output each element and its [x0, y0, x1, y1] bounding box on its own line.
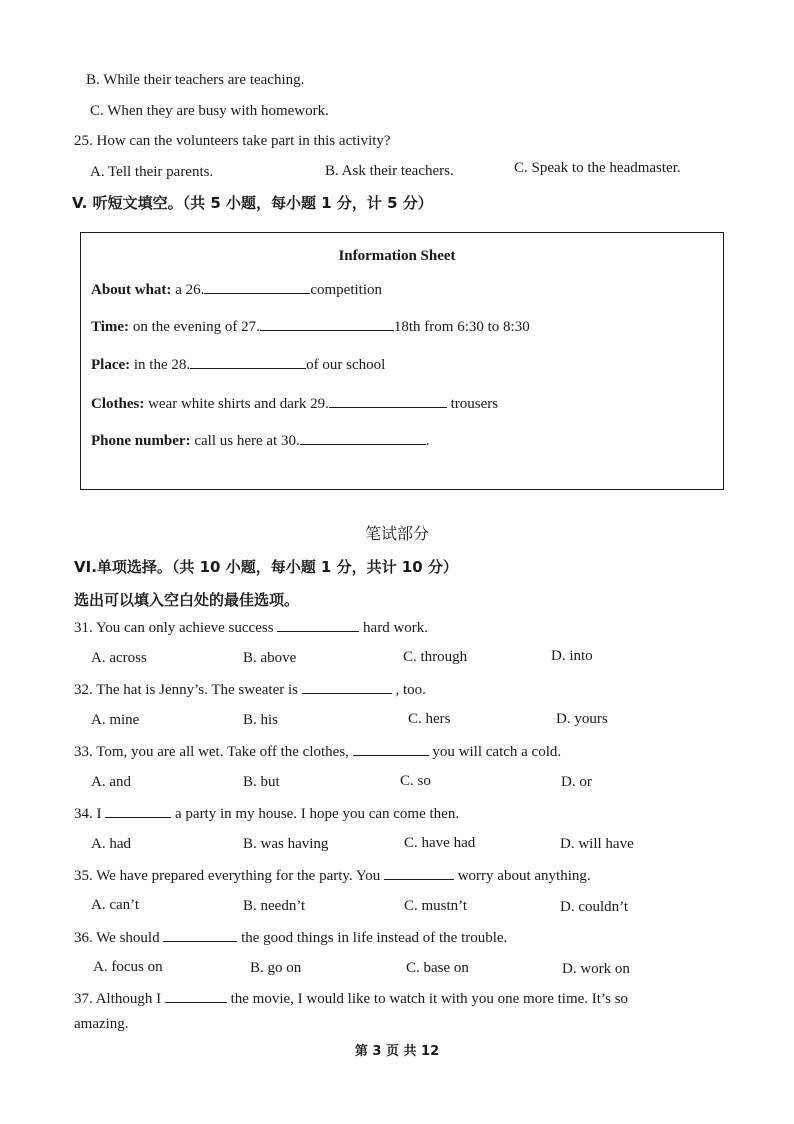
option-34-c: C. have had [404, 835, 476, 851]
sheet-row-place [91, 354, 385, 375]
phone-label: Phone number: [91, 433, 191, 449]
question-31-text-after: hard work. [359, 620, 429, 636]
option-36-c: C. base on [406, 960, 469, 976]
clothes-label: Clothes: [91, 396, 145, 412]
clothes-suffix: trousers [446, 396, 499, 412]
blank-28[interactable] [190, 354, 306, 369]
question-31-text-before: 31. You can only achieve success [74, 620, 278, 636]
option-33-b: B. but [243, 774, 280, 790]
option-35-a: A. can’t [91, 897, 140, 913]
sheet-row-time [91, 316, 530, 337]
sheet-row-clothes [91, 393, 498, 414]
written-part-heading: 笔试部分 [364, 524, 429, 543]
option-34-a: A. had [91, 836, 131, 852]
blank-35[interactable] [384, 865, 454, 880]
question-35-stem [74, 865, 591, 886]
question-36-text-before: 36. We should [74, 930, 164, 946]
question-37-text-before: 37. Although I [74, 991, 165, 1007]
place-prefix: in the 28. [130, 357, 191, 373]
option-36-b: B. go on [250, 960, 302, 976]
information-sheet-title: Information Sheet [338, 248, 456, 264]
phone-suffix: . [425, 433, 430, 449]
option-25-a: A. Tell their parents. [90, 164, 214, 180]
option-32-d: D. yours [556, 711, 608, 727]
phone-prefix: call us here at 30. [190, 433, 300, 449]
blank-36[interactable] [163, 927, 237, 942]
question-35-text-before: 35. We have prepared everything for the party. You [74, 868, 384, 884]
question-32-stem [74, 679, 426, 700]
option-36-a: A. focus on [93, 959, 163, 975]
option-35-c: C. mustn’t [404, 898, 468, 914]
place-label: Place: [91, 357, 131, 373]
time-prefix: on the evening of 27. [129, 319, 260, 335]
question-37-text-after: the movie, I would like to watch it with you one more time. It’s so [226, 991, 629, 1007]
option-34-d: D. will have [560, 836, 634, 852]
section-6-instruction: 选出可以填入空白处的最佳选项。 [74, 591, 300, 609]
question-36-text-after: the good things in life instead of the trouble. [237, 930, 508, 946]
option-33-d: D. or [561, 774, 592, 790]
about-prefix: a 26. [171, 282, 205, 298]
option-33-c: C. so [400, 773, 431, 789]
blank-27[interactable] [260, 316, 394, 331]
question-31-stem [74, 617, 428, 638]
option-31-a: A. across [91, 650, 147, 666]
page-number-footer: 第 3 页 共 12 [354, 1044, 440, 1059]
about-label: About what: [91, 282, 172, 298]
option-32-a: A. mine [91, 712, 140, 728]
option-32-b: B. his [243, 712, 279, 728]
option-25-b: B. Ask their teachers. [325, 163, 454, 179]
time-label: Time: [91, 319, 130, 335]
question-34-text-before: 34. I [74, 806, 106, 822]
blank-32[interactable] [302, 679, 392, 694]
blank-37[interactable] [165, 988, 227, 1003]
clothes-prefix: wear white shirts and dark 29. [144, 396, 329, 412]
time-suffix: 18th from 6:30 to 8:30 [393, 319, 530, 335]
question-37-continuation: amazing. [74, 1016, 129, 1032]
option-25-c: C. Speak to the headmaster. [514, 160, 681, 176]
blank-26[interactable] [204, 279, 310, 294]
question-35-text-after: worry about anything. [453, 868, 591, 884]
question-34-text-after: a party in my house. I hope you can come then. [171, 806, 460, 822]
option-31-c: C. through [403, 649, 468, 665]
option-35-b: B. needn’t [243, 898, 306, 914]
question-32-text-after: , too. [391, 682, 426, 698]
section-6-title: VI.单项选择。（共 10 小题，每小题 1 分，共计 10 分） [74, 558, 458, 576]
blank-31[interactable] [277, 617, 359, 632]
option-34-b: B. was having [243, 836, 329, 852]
blank-29[interactable] [329, 393, 447, 408]
place-suffix: of our school [306, 357, 386, 373]
question-33-text-after: you will catch a cold. [428, 744, 562, 760]
option-33-a: A. and [91, 774, 131, 790]
question-34-stem [74, 803, 459, 824]
option-31-b: B. above [243, 650, 297, 666]
blank-33[interactable] [353, 741, 429, 756]
option-35-d: D. couldn’t [560, 899, 629, 915]
option-24-b: B. While their teachers are teaching. [86, 72, 305, 88]
about-suffix: competition [310, 282, 383, 298]
option-31-d: D. into [551, 648, 593, 664]
question-32-text-before: 32. The hat is Jenny’s. The sweater is [74, 682, 302, 698]
blank-34[interactable] [105, 803, 171, 818]
question-37-stem [74, 988, 628, 1009]
sheet-row-phone [91, 430, 429, 451]
blank-30[interactable] [300, 430, 426, 445]
question-36-stem [74, 927, 507, 948]
question-33-stem [74, 741, 561, 762]
option-36-d: D. work on [562, 961, 630, 977]
sheet-row-about [91, 279, 382, 300]
option-24-c: C. When they are busy with homework. [90, 103, 329, 119]
question-25-stem: 25. How can the volunteers take part in this activity? [74, 133, 391, 149]
option-32-c: C. hers [408, 711, 451, 727]
question-33-text-before: 33. Tom, you are all wet. Take off the clothes, [74, 744, 353, 760]
section-5-title: V. 听短文填空。（共 5 小题，每小题 1 分，计 5 分） [72, 194, 433, 212]
